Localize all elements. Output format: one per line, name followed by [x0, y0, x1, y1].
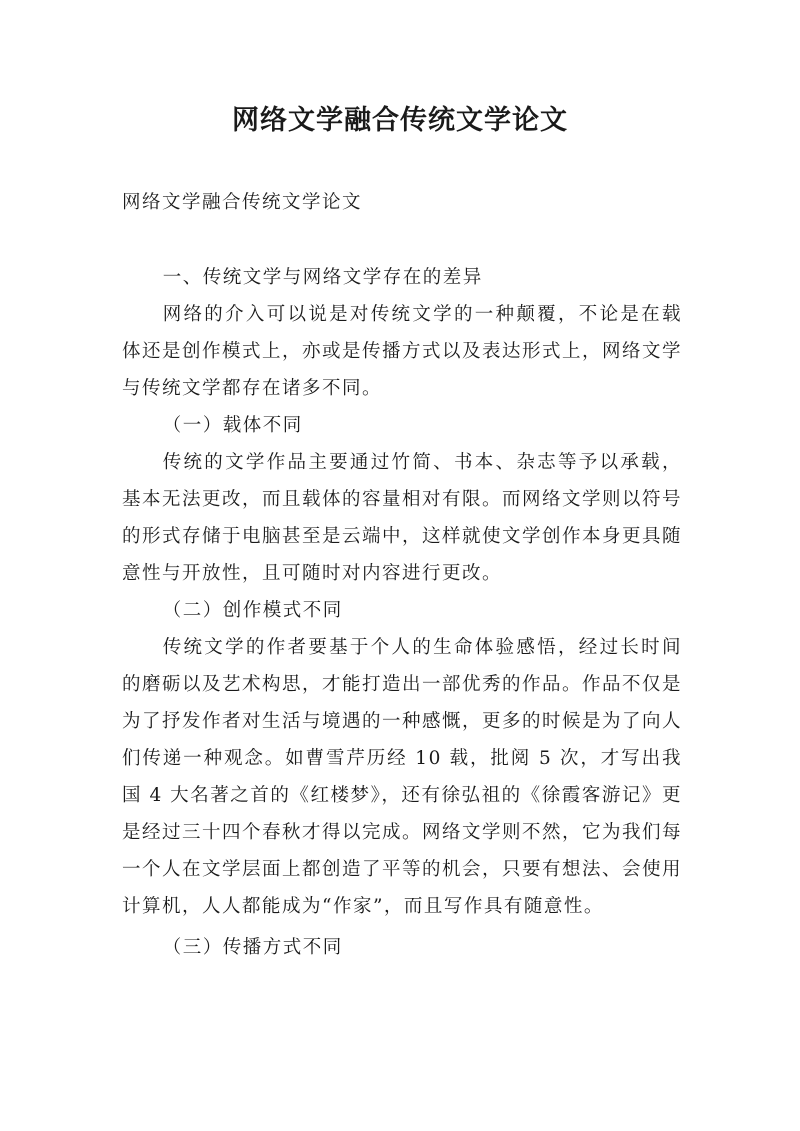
document-subtitle: 网络文学融合传统文学论文	[122, 192, 363, 213]
subsection-heading-3: （三）传播方式不同	[162, 937, 343, 958]
document-body	[122, 259, 682, 966]
document-title: 网络文学融合传统文学论文	[232, 105, 568, 136]
paragraph-1: 网络的介入可以说是对传统文学的一种颠覆，不论是在载体还是创作模式上，亦或是传播方式以及表达形式上，网络文学与传统文学都存在诸多不同。	[122, 304, 683, 399]
subsection-heading-1: （一）载体不同	[162, 415, 303, 436]
paragraph-2: 传统的文学作品主要通过竹简、书本、杂志等予以承载，基本无法更改，而且载体的容量相对有限。而网络文学则以符号的形式存储于电脑甚至是云端中，这样就使文学创作本身更具随意性与开放性，且可随时对内容进行更改。	[122, 452, 683, 584]
section-heading-1: 一、传统文学与网络文学存在的差异	[162, 267, 483, 288]
subsection-heading-2: （二）创作模式不同	[162, 600, 343, 621]
paragraph-3: 传统文学的作者要基于个人的生命体验感悟，经过长时间的磨砺以及艺术构思，才能打造出一部优秀的作品。作品不仅是为了抒发作者对生活与境遇的一种感慨，更多的时候是为了向人们传递一种观念。如曹雪芹历经 10 载，批阅 5 次，才写出我国 4 大名著之首的《红楼梦》，还有徐弘祖的《徐霞客游记》更是经过三十四个春秋才得以完成。网络文学则不然，它为我们每一个人在文学层面上都创造了平等的机会，只要有想法、会使用计算机，人人都能成为“作家”，而且写作具有随意性。	[122, 637, 683, 917]
